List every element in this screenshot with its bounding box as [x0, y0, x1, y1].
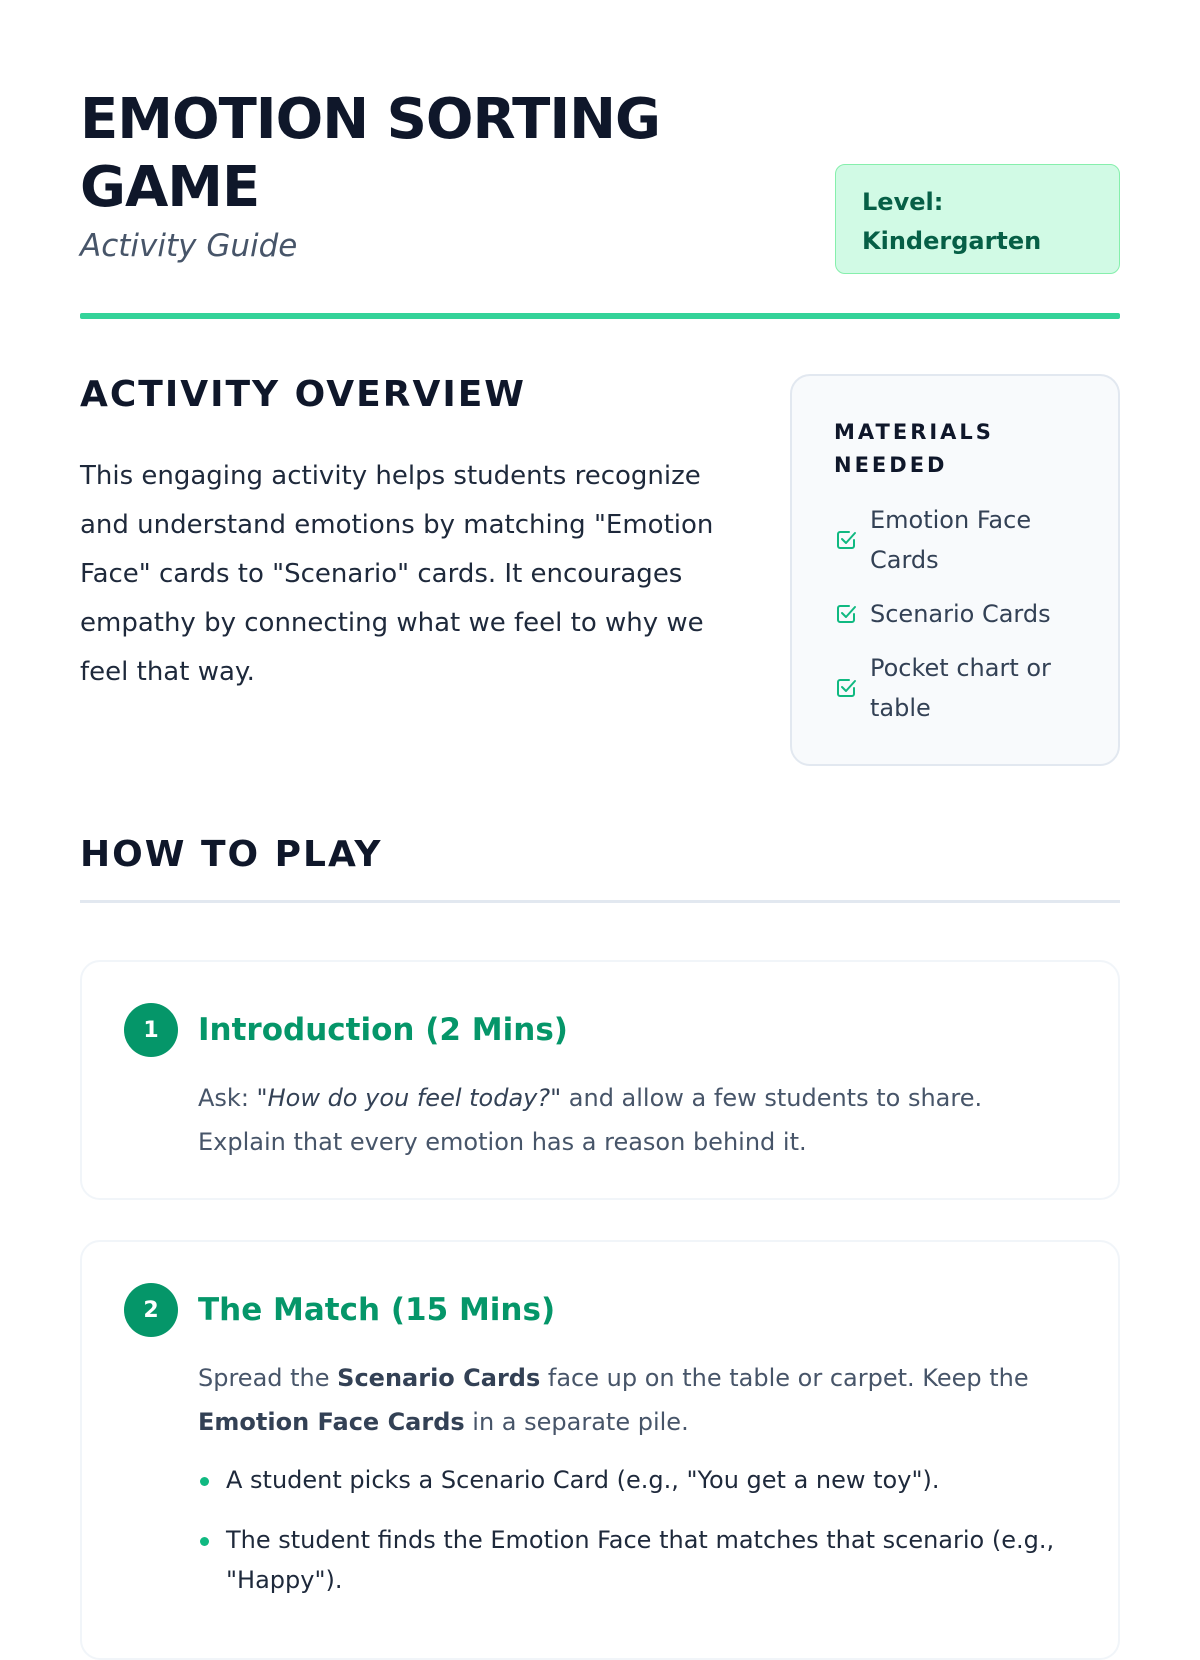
list-item — [198, 1460, 1076, 1500]
level-label: Level: — [862, 188, 944, 216]
step-number-badge: 1 — [124, 1003, 178, 1057]
step-text: face up on the table or carpet. Keep the — [540, 1364, 1029, 1392]
step-emphasis: Scenario Cards — [337, 1364, 541, 1392]
step-header — [124, 1002, 1076, 1058]
step-text: and allow a few students to share. Explain that every emotion has a reason behind it. — [198, 1084, 983, 1156]
step-description — [198, 1076, 1076, 1164]
level-value: Kindergarten — [862, 227, 1042, 255]
materials-item — [834, 648, 1088, 728]
step-header — [124, 1282, 1076, 1338]
materials-heading: MATERIALS NEEDED — [834, 420, 994, 477]
step-quote: "How do you feel today?" — [256, 1084, 562, 1112]
bullet-dot-icon — [200, 1537, 209, 1546]
list-item — [198, 1520, 1076, 1600]
materials-item — [834, 594, 1088, 634]
step-title: Introduction (2 Mins) — [198, 1012, 568, 1048]
checkbox-check-icon — [834, 528, 858, 552]
header-divider — [80, 313, 1120, 319]
overview-heading: ACTIVITY OVERVIEW — [80, 374, 527, 415]
document-title: EMOTION SORTING GAME — [80, 87, 660, 220]
step-emphasis: Emotion Face Cards — [198, 1408, 465, 1436]
checkbox-check-icon — [834, 676, 858, 700]
materials-item-label: Scenario Cards — [870, 600, 1051, 628]
bullet-dot-icon — [200, 1477, 209, 1486]
overview-text: This engaging activity helps students recognize and understand emotions by matching "Emotion Face" cards to "Scenario" cards. It encourages empathy by connecting what we feel to why we feel that way. — [80, 461, 714, 687]
step-text: in a separate pile. — [464, 1408, 689, 1436]
materials-item — [834, 500, 1088, 580]
checkbox-check-icon — [834, 602, 858, 626]
step-text: Spread the — [198, 1364, 338, 1392]
level-badge — [835, 164, 1120, 274]
bullet-text: The student finds the Emotion Face that matches that scenario (e.g., "Happy"). — [226, 1526, 1055, 1594]
document-subtitle: Activity Guide — [80, 228, 298, 264]
step-card-1 — [80, 960, 1120, 1200]
how-to-play-heading: HOW TO PLAY — [80, 834, 383, 875]
step-number-badge: 2 — [124, 1283, 178, 1337]
step-title: The Match (15 Mins) — [198, 1292, 556, 1328]
bullet-text: A student picks a Scenario Card (e.g., "You get a new toy"). — [226, 1466, 940, 1494]
page-header — [80, 0, 1120, 321]
materials-item-label: Pocket chart or table — [870, 654, 1051, 722]
materials-item-label: Emotion Face Cards — [870, 506, 1032, 574]
step-text: Ask: — [198, 1084, 257, 1112]
activity-guide-page — [80, 0, 1120, 1594]
step-bullet-list — [198, 1460, 1076, 1600]
step-description — [198, 1356, 1076, 1444]
materials-list — [834, 500, 1088, 728]
how-to-play-divider — [80, 900, 1120, 903]
materials-panel — [790, 374, 1120, 766]
step-card-2 — [80, 1240, 1120, 1660]
